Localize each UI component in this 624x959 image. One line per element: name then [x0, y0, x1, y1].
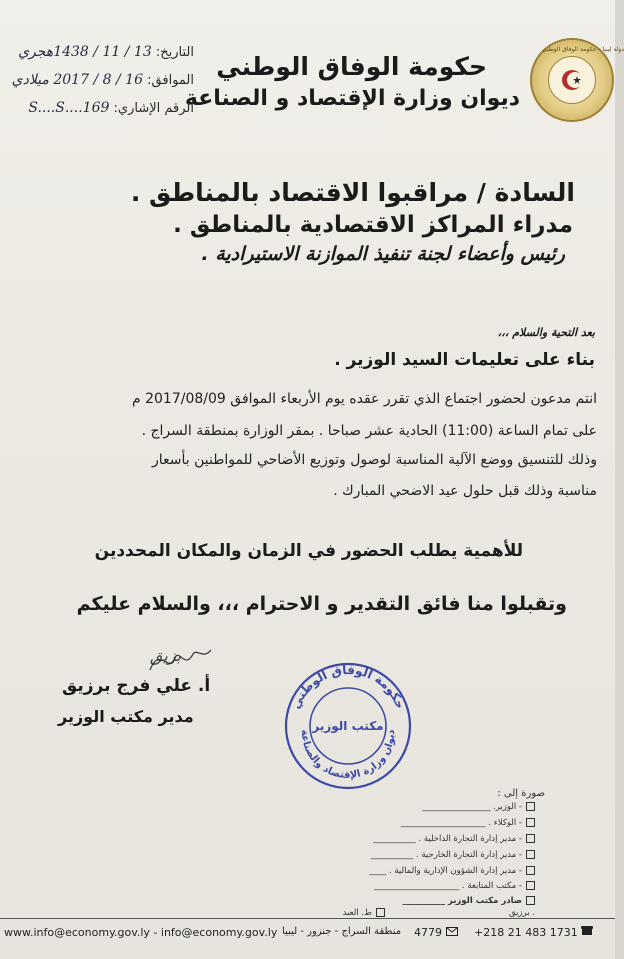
cc-item: - مدير إدارة التجارة الداخلية . __________ [373, 834, 535, 844]
reference-number: الرقم الإشاري: 169....S....S [28, 100, 194, 116]
signature-mark: بزيق [150, 646, 182, 665]
addressee-line-1: السادة / مراقبوا الاقتصاد بالمناطق . [130, 178, 575, 207]
greeting: بعد التحية والسلام ،،، [497, 326, 595, 339]
svg-text:حكومة الوفاق الوطني [288, 663, 407, 711]
cc-item: - مكتب المتابعة . ____________________ [374, 881, 535, 891]
footer-pobox: 4779 [414, 926, 458, 939]
government-seal-logo [530, 38, 624, 122]
footer-bar [0, 918, 615, 945]
ministry-name: ديوان وزارة الإقتصاد و الصناعة [184, 86, 520, 111]
cc-item: - الوزير. ________________ [422, 802, 535, 812]
footer-address: منطقة السراج - جنزور - ليبيا [282, 926, 402, 937]
envelope-icon [446, 927, 458, 936]
signatory-name: أ. علي فرج برزيق [62, 676, 211, 696]
paragraph-line-3: وذلك للتنسيق ووضع الآلية المناسبة لوصول وتوزيع الأضاحي للمواطنين بأسعار [152, 452, 597, 468]
footer-web: www.info@economy.gov.ly - info@economy.gov.ly [4, 926, 278, 939]
closing-line: وتقبلوا منا فائق التقدير و الاحترام ،،، والسلام عليكم [76, 593, 567, 615]
signatory-title: مدير مكتب الوزير [58, 707, 194, 726]
footer-phone: +218 21 483 1731 [474, 926, 593, 939]
intro-line: بناء على تعليمات السيد الوزير . [334, 350, 595, 370]
cc-item: - مدير إدارة الشؤون الإدارية والمالية . ____ [369, 866, 535, 876]
hijri-date: التاريخ: 13 / 11 / 1438هجري [18, 44, 194, 60]
stamp-bottom-text: ديوان وزارة الإقتصاد والصناعة [298, 729, 398, 782]
official-stamp [282, 660, 414, 792]
cc-title: صورة إلى : [497, 788, 545, 799]
gregorian-date: الموافق: 16 / 8 / 2017 ميلادي [11, 72, 194, 88]
government-name: حكومة الوفاق الوطني [216, 52, 487, 81]
addressee-line-3: رئيس وأعضاء لجنة تنفيذ الموازنة الاستيرادية . [201, 243, 565, 265]
paragraph-line-2: على تمام الساعة (11:00) الحادية عشر صباحا . بمقر الوزارة بمنطقة السراج . [141, 423, 597, 439]
cc-item: - مدير إدارة التجارة الخارجية . __________ [371, 850, 535, 860]
paragraph-line-4: مناسبة وذلك قبل حلول عيد الاضحي المبارك . [333, 483, 597, 499]
importance-line: للأهمية يطلب الحضور في الزمان والمكان المحددين [94, 541, 523, 561]
stamp-top-text: حكومة الوفاق الوطني [288, 662, 408, 711]
stamp-center-text: مكتب الوزير [312, 719, 384, 733]
paragraph-line-1: انتم مدعون لحضور اجتماع الذي تقرر عقده يوم الأربعاء الموافق 2017/08/09 م [131, 391, 597, 407]
cc-item: صادر مكتب الوزير __________ [402, 896, 535, 906]
cc-signoff: . برزيق [508, 908, 535, 918]
cc-item: ط. العبد [343, 908, 385, 918]
cc-item: - الوكلاء . ____________________ [401, 818, 535, 828]
phone-icon [581, 926, 593, 936]
seal-text: دولة ليبيا - حكومة الوفاق الوطني [542, 46, 624, 53]
svg-text:ديوان وزارة الإقتصاد والصناعة [299, 729, 397, 781]
crescent-star-icon [548, 56, 596, 104]
handwritten-signature-icon [145, 640, 215, 680]
addressee-line-2: مدراء المراكز الاقتصادية بالمناطق . [173, 212, 573, 238]
